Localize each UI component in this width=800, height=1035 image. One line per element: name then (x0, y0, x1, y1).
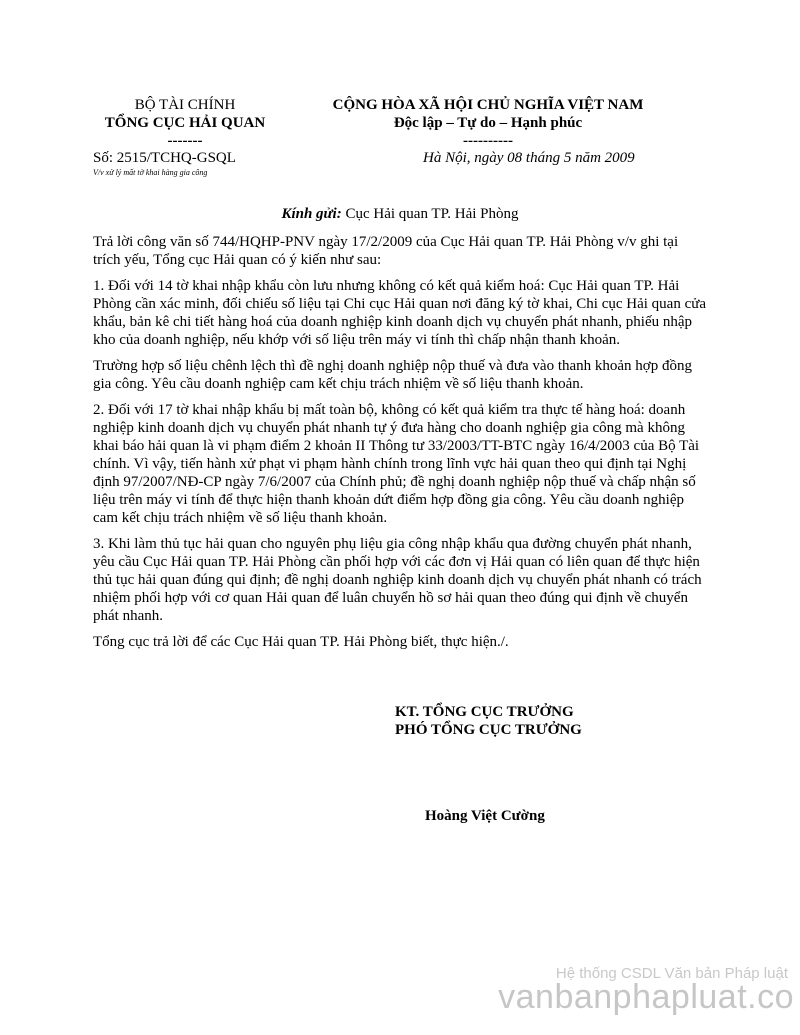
left-header-divider: ------- (167, 133, 203, 149)
signature-title-line1: KT. TỔNG CỤC TRƯỞNG (395, 704, 574, 720)
national-title: CỘNG HÒA XÃ HỘI CHỦ NGHĨA VIỆT NAM (332, 97, 644, 113)
recipient-name: Cục Hải quan TP. Hải Phòng (345, 206, 519, 222)
department-name: TỔNG CỤC HẢI QUAN (104, 115, 266, 131)
document-body (93, 233, 707, 659)
body-paragraph-item-2: 2. Đối với 17 tờ khai nhập khẩu bị mất toàn bộ, không có kết quả kiểm tra thực tế hàng hoá: doanh nghiệp kinh doanh dịch vụ chuyển phát nhanh tự ý đưa hàng cho doanh nghiệp gia công mà không khai báo hải quan là vi phạm điểm 2 khoản II Thông tư 33/2003/TT-BTC ngày 16/4/2003 của Bộ Tài chính. Vì vậy, tiến hành xử phạt vi phạm hành chính trong lĩnh vực hải quan theo qui định tại Nghị định 97/2007/NĐ-CP ngày 7/6/2007 của Chính phủ; đề nghị doanh nghiệp nộp thuế và chấp nhận số liệu trên máy vi tính để thực hiện thanh khoản dứt điểm hợp đồng gia công. Yêu cầu doanh nghiệp cam kết chịu trách nhiệm về số liệu thanh khoản. (93, 402, 700, 526)
ministry-name: BỘ TÀI CHÍNH (134, 97, 236, 113)
body-paragraph-item-1: 1. Đối với 14 tờ khai nhập khẩu còn lưu nhưng không có kết quả kiểm hoá: Cục Hải quan TP. Hải Phòng cần xác minh, đối chiếu số liệu tại Chi cục Hải quan nơi đăng ký tờ khai, Chi cục Hải quan cửa khẩu, bản kê chi tiết hàng hoá của doanh nghiệp kinh doanh dịch vụ chuyển phát nhanh, phiếu nhập kho của doanh nghiệp, nếu khớp với số liệu trên máy vi tính thì chấp nhận thanh khoản. (93, 278, 707, 348)
recipient-line (0, 206, 800, 223)
right-header-divider: ---------- (463, 133, 513, 149)
watermark-site-name: vanbanphapluat.co (498, 978, 794, 1016)
body-paragraph-closing: Tổng cục trả lời để các Cục Hải quan TP. Hải Phòng biết, thực hiện./. (93, 634, 509, 650)
body-paragraph-intro: Trả lời công văn số 744/HQHP-PNV ngày 17/2/2009 của Cục Hải quan TP. Hải Phòng v/v ghi tại trích yếu, Tổng cục Hải quan có ý kiến như sau: (93, 234, 679, 268)
body-paragraph-item-3: 3. Khi làm thủ tục hải quan cho nguyên phụ liệu gia công nhập khẩu qua đường chuyển phát nhanh, yêu cầu Cục Hải quan TP. Hải Phòng cần phối hợp với các đơn vị Hải quan có liên quan để thực hiện thủ tục hải quan đúng qui định; đề nghị doanh nghiệp kinh doanh dịch vụ chuyển phát nhanh có trách nhiệm phối hợp với cơ quan Hải quan để luân chuyển hồ sơ hải quan theo đúng qui định về chuyển phát nhanh. (93, 536, 702, 624)
body-paragraph-item-1-note: Trường hợp số liệu chênh lệch thì đề nghị doanh nghiệp nộp thuế và đưa vào thanh khoản hợp đồng gia công. Yêu cầu doanh nghiệp cam kết chịu trách nhiệm về số liệu thanh khoản. (93, 358, 692, 392)
national-header (300, 96, 676, 150)
watermark-caption: Hệ thống CSDL Văn bản Pháp luật (555, 965, 788, 982)
document-place-date: Hà Nội, ngày 08 tháng 5 năm 2009 (423, 150, 635, 166)
issuing-agency-header (70, 96, 300, 150)
document-subject: V/v xử lý mất tờ khai hàng gia công (93, 168, 208, 177)
signature-title-line2: PHÓ TỔNG CỤC TRƯỞNG (395, 722, 582, 738)
recipient-label: Kính gửi: (281, 206, 342, 222)
document-number: Số: 2515/TCHQ-GSQL (93, 150, 236, 166)
signature-block (395, 703, 582, 739)
signer-name: Hoàng Việt Cường (425, 808, 545, 824)
national-motto: Độc lập – Tự do – Hạnh phúc (393, 115, 583, 131)
